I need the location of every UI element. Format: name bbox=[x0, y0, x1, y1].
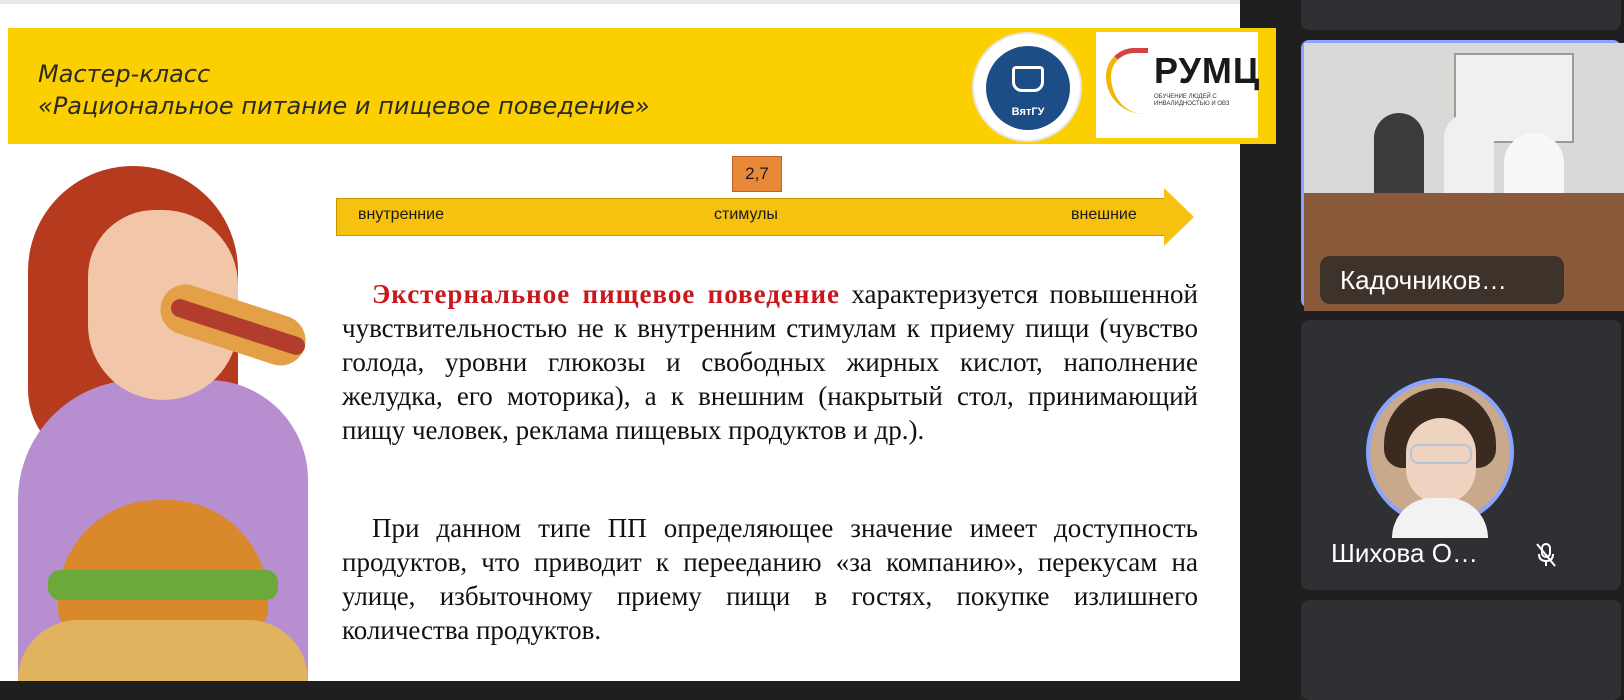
participants-panel bbox=[1287, 0, 1621, 681]
rumc-logo-subtitle: ОБУЧЕНИЕ ЛЮДЕЙ С ИНВАЛИДНОСТЬЮ И ОВЗ bbox=[1154, 94, 1230, 107]
participant-tile-bottom[interactable] bbox=[1301, 600, 1621, 700]
vyatgu-logo-text: ВятГУ bbox=[1011, 106, 1045, 118]
consequence-paragraph bbox=[342, 511, 1198, 647]
rumc-logo bbox=[1096, 32, 1261, 138]
vyatgu-logo bbox=[972, 32, 1082, 142]
definition-paragraph bbox=[342, 277, 1198, 447]
definition-text: характеризуется повышенной чувствительностью не к внутренним стимулам к приему пищи (чувство голода, уровни глюкозы и свободных жирных кислот, наполнение желудка, его моторика), а к внешним (накрытый стол, принимающий пищу человек, реклама пищевых продуктов и др.). bbox=[342, 279, 1199, 445]
participant-name: Шихова О… bbox=[1331, 538, 1478, 568]
scale-left-label: внутренние bbox=[358, 206, 444, 223]
scale-value-marker: 2,7 bbox=[732, 156, 782, 192]
scale-right-label: внешние bbox=[1071, 206, 1137, 223]
participant-name-chip: Кадочников… bbox=[1320, 256, 1564, 304]
slide-header-title bbox=[38, 58, 650, 122]
avatar bbox=[1366, 378, 1514, 526]
header-title-line2: «Рациональное питание и пищевое поведение» bbox=[38, 92, 650, 120]
woman-eating-illustration bbox=[18, 160, 308, 681]
consequence-text: При данном типе ПП определяющее значение имеет доступность продуктов, что приводит к перееданию «за компанию», перекусам на улице, избыточному приему пищи в гостях, покупке излишнего количества продуктов. bbox=[342, 513, 1198, 645]
participant-tile-top[interactable] bbox=[1301, 0, 1621, 30]
definition-term: Экстернальное пищевое поведение bbox=[372, 279, 840, 309]
mic-off-icon bbox=[1535, 542, 1557, 568]
scale-arrow-head bbox=[1164, 188, 1194, 246]
participant-video-tile[interactable] bbox=[1301, 40, 1621, 308]
rumc-logo-mark bbox=[1106, 48, 1148, 114]
slide-header-bar bbox=[8, 28, 1276, 144]
slide-top-border bbox=[0, 0, 1240, 4]
scale-middle-label: стимулы bbox=[714, 206, 778, 223]
rumc-logo-name: РУМЦ bbox=[1154, 50, 1261, 91]
header-title-line1: Мастер-класс bbox=[38, 60, 211, 88]
participant-avatar-tile[interactable] bbox=[1301, 320, 1621, 590]
